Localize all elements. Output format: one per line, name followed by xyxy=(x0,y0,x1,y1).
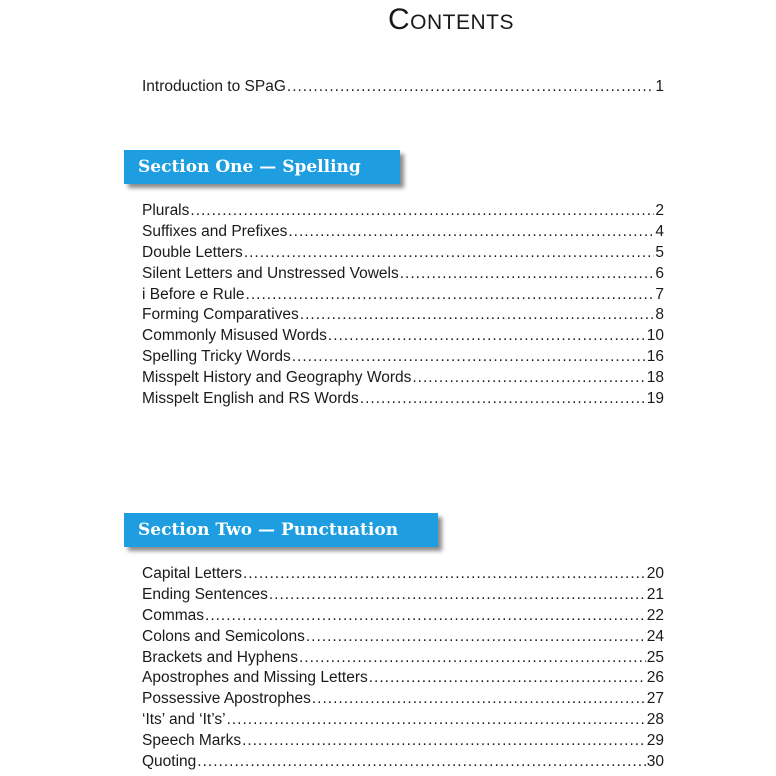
section-heading-spelling: Section One — Spelling xyxy=(124,150,400,184)
toc-entry-page: 6 xyxy=(655,264,664,282)
dot-leader xyxy=(197,752,645,773)
toc-entry-page: 8 xyxy=(655,306,664,324)
toc-entry[interactable] xyxy=(142,668,664,689)
toc-entry-label: Plurals xyxy=(142,202,190,219)
dot-leader xyxy=(242,731,646,752)
toc-entry-page: 30 xyxy=(646,753,664,771)
toc-entry-label: Commonly Misused Words xyxy=(142,327,327,345)
dot-leader xyxy=(287,77,654,98)
dot-leader xyxy=(243,564,646,585)
toc-entry-label: ‘Its’ and ‘It’s’ xyxy=(142,711,226,729)
dot-leader xyxy=(246,285,655,306)
page-title: Contents xyxy=(388,3,514,36)
toc-entry-label: Ending Sentences xyxy=(142,585,268,603)
toc-entry[interactable] xyxy=(142,243,664,264)
toc-entry-label: Colons and Semicolons xyxy=(142,627,305,645)
toc-entry[interactable] xyxy=(142,585,664,606)
dot-leader xyxy=(300,305,655,326)
toc-entry[interactable] xyxy=(142,264,664,285)
toc-entry[interactable] xyxy=(142,752,664,773)
dot-leader xyxy=(299,648,646,669)
toc-entry-page: 29 xyxy=(646,732,664,750)
toc-entry-label: Speech Marks xyxy=(142,732,242,750)
dot-leader xyxy=(306,627,646,648)
toc-entry[interactable] xyxy=(142,564,664,585)
toc-entry[interactable] xyxy=(142,326,664,347)
toc-entry[interactable] xyxy=(142,689,664,710)
toc-entry-label: Apostrophes and Missing Letters xyxy=(142,669,368,687)
toc-entry[interactable] xyxy=(142,731,664,752)
toc-entry-label: Introduction to SPaG xyxy=(142,78,286,95)
toc-entry[interactable] xyxy=(142,389,664,410)
toc-entry[interactable] xyxy=(142,285,664,306)
dot-leader xyxy=(360,389,646,410)
toc-entry-page: 26 xyxy=(646,669,664,687)
section-heading-punctuation: Section Two — Punctuation xyxy=(124,513,438,547)
dot-leader xyxy=(190,201,654,222)
toc-entry-label: Suffixes and Prefixes xyxy=(142,222,288,240)
toc-entry[interactable] xyxy=(142,368,664,389)
toc-entry-label: i Before e Rule xyxy=(142,285,245,303)
dot-leader xyxy=(227,710,646,731)
toc-entry[interactable] xyxy=(142,648,664,669)
dot-leader xyxy=(400,264,655,285)
dot-leader xyxy=(369,668,646,689)
toc-entry[interactable] xyxy=(142,627,664,648)
toc-section-spelling xyxy=(142,201,664,410)
toc-entry-page: 21 xyxy=(646,585,664,603)
toc-entry-page: 28 xyxy=(646,711,664,729)
toc-entry-label: Brackets and Hyphens xyxy=(142,648,298,666)
toc-entry-page: 18 xyxy=(646,369,664,387)
toc-entry-page: 4 xyxy=(655,222,664,240)
dot-leader xyxy=(312,689,646,710)
toc-entry-page: 27 xyxy=(646,690,664,708)
toc-entry-page: 20 xyxy=(646,565,664,582)
dot-leader xyxy=(288,222,654,243)
toc-section-punctuation xyxy=(142,564,664,773)
toc-entry-label: Capital Letters xyxy=(142,565,242,582)
toc-intro xyxy=(142,77,664,98)
toc-entry-page: 22 xyxy=(646,606,664,624)
toc-entry[interactable] xyxy=(142,201,664,222)
toc-entry-label: Silent Letters and Unstressed Vowels xyxy=(142,264,399,282)
dot-leader xyxy=(244,243,655,264)
toc-entry-page: 2 xyxy=(655,202,664,219)
toc-entry-label: Spelling Tricky Words xyxy=(142,348,291,366)
toc-entry-label: Possessive Apostrophes xyxy=(142,690,311,708)
toc-entry[interactable] xyxy=(142,347,664,368)
toc-entry-page: 16 xyxy=(646,348,664,366)
toc-entry-label: Double Letters xyxy=(142,243,243,261)
toc-entry-page: 5 xyxy=(655,243,664,261)
toc-entry[interactable] xyxy=(142,305,664,326)
toc-entry-page: 24 xyxy=(646,627,664,645)
toc-entry-label: Commas xyxy=(142,606,205,624)
toc-entry-label: Quoting xyxy=(142,753,197,771)
toc-entry-label: Misspelt History and Geography Words xyxy=(142,369,412,387)
dot-leader xyxy=(412,368,645,389)
dot-leader xyxy=(292,347,646,368)
toc-entry[interactable] xyxy=(142,710,664,731)
dot-leader xyxy=(205,606,646,627)
toc-entry[interactable] xyxy=(142,606,664,627)
toc-entry-page: 25 xyxy=(646,648,664,666)
toc-entry[interactable] xyxy=(142,77,664,98)
toc-entry-label: Forming Comparatives xyxy=(142,306,299,324)
toc-entry-page: 10 xyxy=(646,327,664,345)
toc-entry[interactable] xyxy=(142,222,664,243)
toc-entry-page: 7 xyxy=(655,285,664,303)
toc-entry-label: Misspelt English and RS Words xyxy=(142,390,359,408)
dot-leader xyxy=(328,326,646,347)
toc-entry-page: 1 xyxy=(655,78,664,95)
toc-entry-page: 19 xyxy=(646,390,664,408)
dot-leader xyxy=(269,585,646,606)
